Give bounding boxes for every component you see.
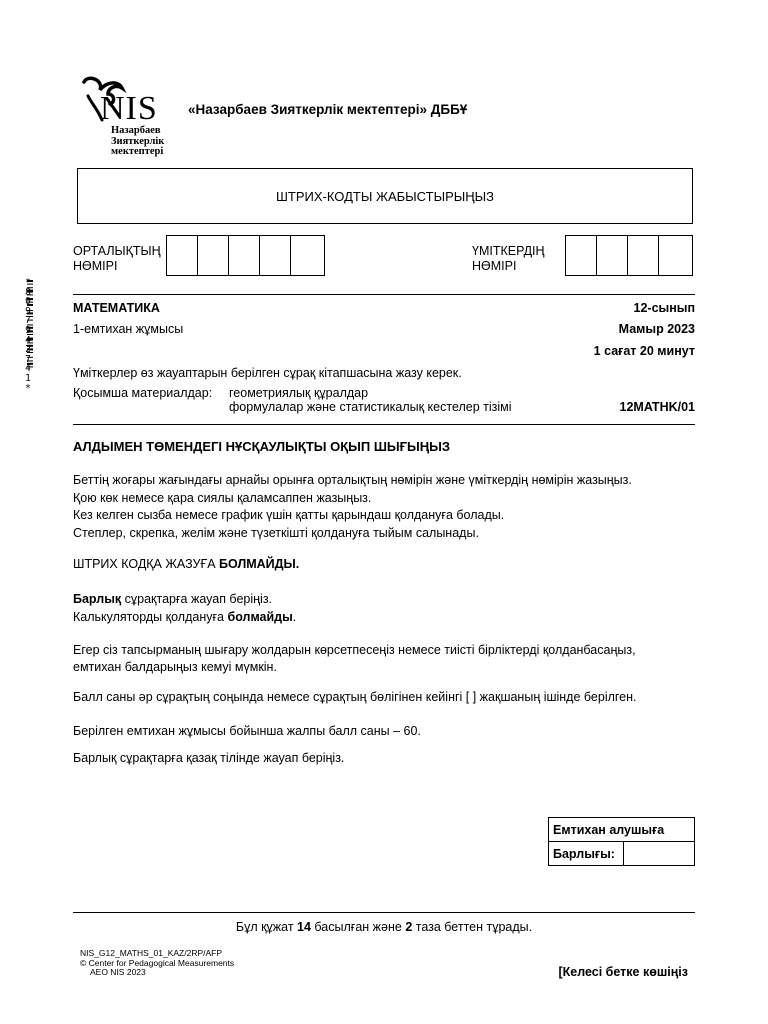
answer-note: Үміткерлер өз жауаптарын берілген сұрақ кітапшасына жазу керек.	[73, 366, 462, 380]
candidate-digit-box[interactable]	[659, 236, 690, 275]
centre-digit-box[interactable]	[198, 236, 229, 275]
candidate-number-boxes[interactable]	[565, 235, 693, 276]
duration-label: 1 сағат 20 минут	[593, 344, 695, 358]
instruction-line: Степлер, скрепка, желім және түзеткішті қолдануға тыйым салынады.	[73, 525, 479, 540]
marks-note: Балл саны әр сұрақтың соңында немесе сұрақтың бөлігінен кейінгі [ ] жақшаның ішінде берілген.	[73, 690, 637, 704]
logo-wordmark: NIS	[100, 90, 158, 127]
footer-divider	[73, 912, 695, 913]
aeo-note: AEO NIS 2023	[90, 967, 146, 977]
instructions-heading: АЛДЫМЕН ТӨМЕНДЕГІ НҰСҚАУЛЫҚТЫ ОҚЫП ШЫҒЫҢЫЗ	[73, 439, 450, 454]
side-barcode-digits: *8097942741*	[25, 277, 31, 394]
working-warning: Егер сіз тапсырманың шығару жолдарын көрсетпесеңіз немесе тиісті бірліктерді қолданбасаңыз, емтихан балдарыңыз кемуі мүмкін.	[73, 643, 636, 674]
materials-item: геометриялық құралдар	[229, 386, 369, 400]
info-divider	[73, 424, 695, 425]
barcode-warning: ШТРИХ КОДҚА ЖАЗУҒА БОЛМАЙДЫ.	[73, 557, 300, 571]
copyright: © Center for Pedagogical Measurements	[80, 957, 235, 968]
logo-subtitle: Назарбаев Зияткерлік мектептері	[111, 125, 165, 157]
total-score-cell[interactable]	[624, 842, 695, 866]
page-count-note: Бұл құжат 14 басылған және 2 таза беттен тұрады.	[235, 920, 533, 934]
continue-note: [Келесі бетке көшіңіз	[558, 965, 688, 979]
organization-title: «Назарбаев Зияткерлік мектептері» ДББҰ	[188, 102, 468, 117]
instruction-line: Кез келген сызба немесе график үшін қатты қарындаш қолдануға болады.	[73, 508, 505, 522]
centre-digit-box[interactable]	[260, 236, 291, 275]
barcode-box-label: ШТРИХ-КОДТЫ ЖАБЫСТЫРЫҢЫЗ	[275, 188, 495, 204]
candidate-digit-box[interactable]	[597, 236, 628, 275]
candidate-digit-box[interactable]	[628, 236, 659, 275]
centre-digit-box[interactable]	[229, 236, 260, 275]
answer-instructions: Барлық сұрақтарға жауап беріңіз. Калькуляторды қолдануға болмайды.	[73, 592, 297, 624]
centre-number-boxes[interactable]	[166, 235, 325, 276]
footer-code-block	[80, 949, 234, 978]
instruction-line: Қою көк немесе қара сиялы қаламсаппен жазыңыз.	[73, 490, 372, 505]
centre-digit-box[interactable]	[291, 236, 322, 275]
materials-item: формулалар және статистикалық кестелер тізімі	[229, 400, 512, 414]
total-label: Барлығы:	[549, 842, 624, 866]
paper-label: 1-емтихан жұмысы	[73, 322, 184, 336]
document-code: NIS_G12_MATHS_01_KAZ/2RP/AFP	[80, 948, 223, 958]
subject-title: МАТЕМАТИКА	[73, 301, 160, 315]
language-note: Барлық сұрақтарға қазақ тілінде жауап беріңіз.	[73, 751, 345, 765]
header-divider	[73, 294, 695, 295]
total-marks: Берілген емтихан жұмысы бойынша жалпы балл саны – 60.	[73, 724, 421, 738]
centre-digit-box[interactable]	[167, 236, 198, 275]
paper-code: 12MATHK/01	[619, 400, 695, 414]
materials-label: Қосымша материалдар:	[73, 386, 213, 400]
grade-label: 12-сынып	[633, 301, 695, 315]
instructions-block	[73, 472, 632, 542]
examiner-table	[548, 817, 695, 866]
candidate-number-label: ҮМІТКЕРДІҢ НӨМІРІ	[472, 244, 545, 273]
barcode-sticker-box	[77, 168, 693, 224]
centre-number-label: ОРТАЛЫҚТЫҢ НӨМІРІ	[73, 244, 161, 273]
instruction-line: Беттің жоғары жағындағы арнайы орынға орталықтың нөмірін және үміткердің нөмірін жазыңыз.	[73, 473, 632, 487]
session-label: Мамыр 2023	[618, 322, 695, 336]
examiner-header: Емтихан алушыға	[549, 818, 695, 842]
candidate-digit-box[interactable]	[566, 236, 597, 275]
